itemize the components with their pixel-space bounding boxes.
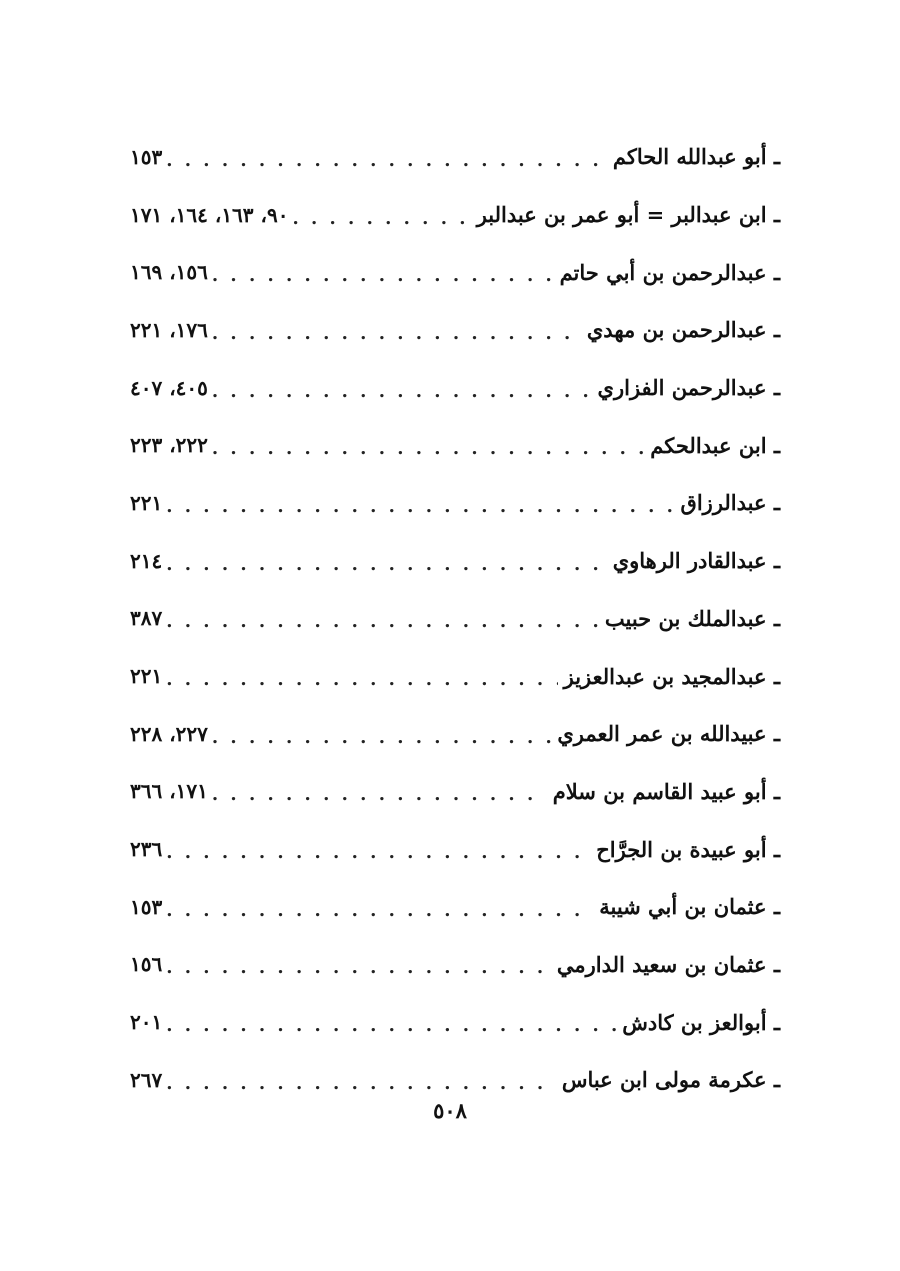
entry-name: ـ عكرمة مولى ابن عباس	[561, 1067, 780, 1093]
dot-leader	[208, 267, 554, 285]
dot-leader	[162, 671, 557, 689]
entry-pages: ٢٢١	[130, 664, 163, 689]
index-entry	[130, 301, 780, 359]
dot-leader	[208, 729, 551, 747]
dot-leader	[208, 440, 644, 458]
index-entry	[130, 186, 780, 244]
entry-pages: ٢٢٢، ٢٢٣	[130, 433, 208, 458]
dot-leader	[162, 844, 590, 862]
entry-name: ـ عبدالملك بن حبيب	[604, 605, 780, 631]
entry-pages: ٢٣٦	[130, 837, 163, 862]
entry-pages: ١٥٦	[130, 952, 163, 977]
index-entry	[130, 993, 780, 1051]
dot-leader	[288, 210, 470, 228]
entry-pages: ٢٢١	[130, 490, 163, 515]
entry-pages: ١٥٣	[130, 894, 163, 919]
entry-pages: ١٥٦، ١٦٩	[130, 260, 208, 285]
index-entry	[130, 474, 780, 532]
dot-leader	[162, 152, 607, 170]
index-entry	[130, 936, 780, 994]
entry-name: ـ عبدالرحمن بن مهدي	[586, 317, 780, 343]
entry-name: ـ أبو عبيد القاسم بن سلام	[552, 778, 780, 804]
entry-name: ـ ابن عبدالبر = أبو عمر بن عبدالبر	[476, 202, 780, 228]
index-entry	[130, 878, 780, 936]
dot-leader	[208, 325, 581, 343]
dot-leader	[162, 959, 551, 977]
index-entry	[130, 590, 780, 648]
index-entry	[130, 128, 780, 186]
dot-leader	[162, 613, 599, 631]
entry-pages: ٤٠٥، ٤٠٧	[130, 375, 208, 400]
index-entry	[130, 705, 780, 763]
index-entry	[130, 359, 780, 417]
entry-name: ـ أبو عبيدة بن الجرَّاح	[596, 836, 780, 862]
entry-name: ـ عثمان بن أبي شيبة	[599, 894, 780, 920]
entry-name: ـ عبدالقادر الرهاوي	[612, 548, 780, 574]
index-entry	[130, 647, 780, 705]
dot-leader	[162, 1017, 616, 1035]
entry-pages: ٣٨٧	[130, 606, 163, 631]
entry-pages: ١٥٣	[130, 144, 163, 169]
dot-leader	[208, 383, 592, 401]
dot-leader	[162, 1075, 556, 1093]
index-entry	[130, 532, 780, 590]
entry-pages: ٢٦٧	[130, 1067, 163, 1092]
entry-pages: ٢٠١	[130, 1010, 163, 1035]
entry-name: ـ عبدالرزاق	[680, 490, 780, 516]
entry-name: ـ ابن عبدالحكم	[650, 432, 780, 458]
index-entry	[130, 416, 780, 474]
entry-name: ـ أبو عبدالله الحاكم	[612, 144, 780, 170]
entry-pages: ٢١٤	[130, 548, 163, 573]
entry-name: ـ عبدالرحمن الفزاري	[597, 375, 780, 401]
dot-leader	[208, 786, 547, 804]
index-entry	[130, 820, 780, 878]
dot-leader	[162, 902, 593, 920]
page-number: ٥٠٨	[433, 1098, 467, 1123]
entry-name: ـ عبدالمجيد بن عبدالعزيز	[563, 663, 780, 689]
entry-pages: ٢٢٧، ٢٢٨	[130, 721, 208, 746]
name-index-list	[130, 128, 780, 1109]
entry-name: ـ أبوالعز بن كادش	[622, 1009, 780, 1035]
entry-pages: ١٧١، ٣٦٦	[130, 779, 208, 804]
dot-leader	[162, 498, 674, 516]
entry-name: ـ عبيدالله بن عمر العمري	[557, 721, 780, 747]
index-entry	[130, 243, 780, 301]
entry-pages: ٩٠، ١٦٣، ١٦٤، ١٧١	[130, 202, 289, 227]
entry-name: ـ عثمان بن سعيد الدارمي	[556, 951, 780, 977]
entry-name: ـ عبدالرحمن بن أبي حاتم	[559, 259, 780, 285]
index-entry	[130, 763, 780, 821]
dot-leader	[162, 556, 606, 574]
entry-pages: ١٧٦، ٢٢١	[130, 317, 208, 342]
